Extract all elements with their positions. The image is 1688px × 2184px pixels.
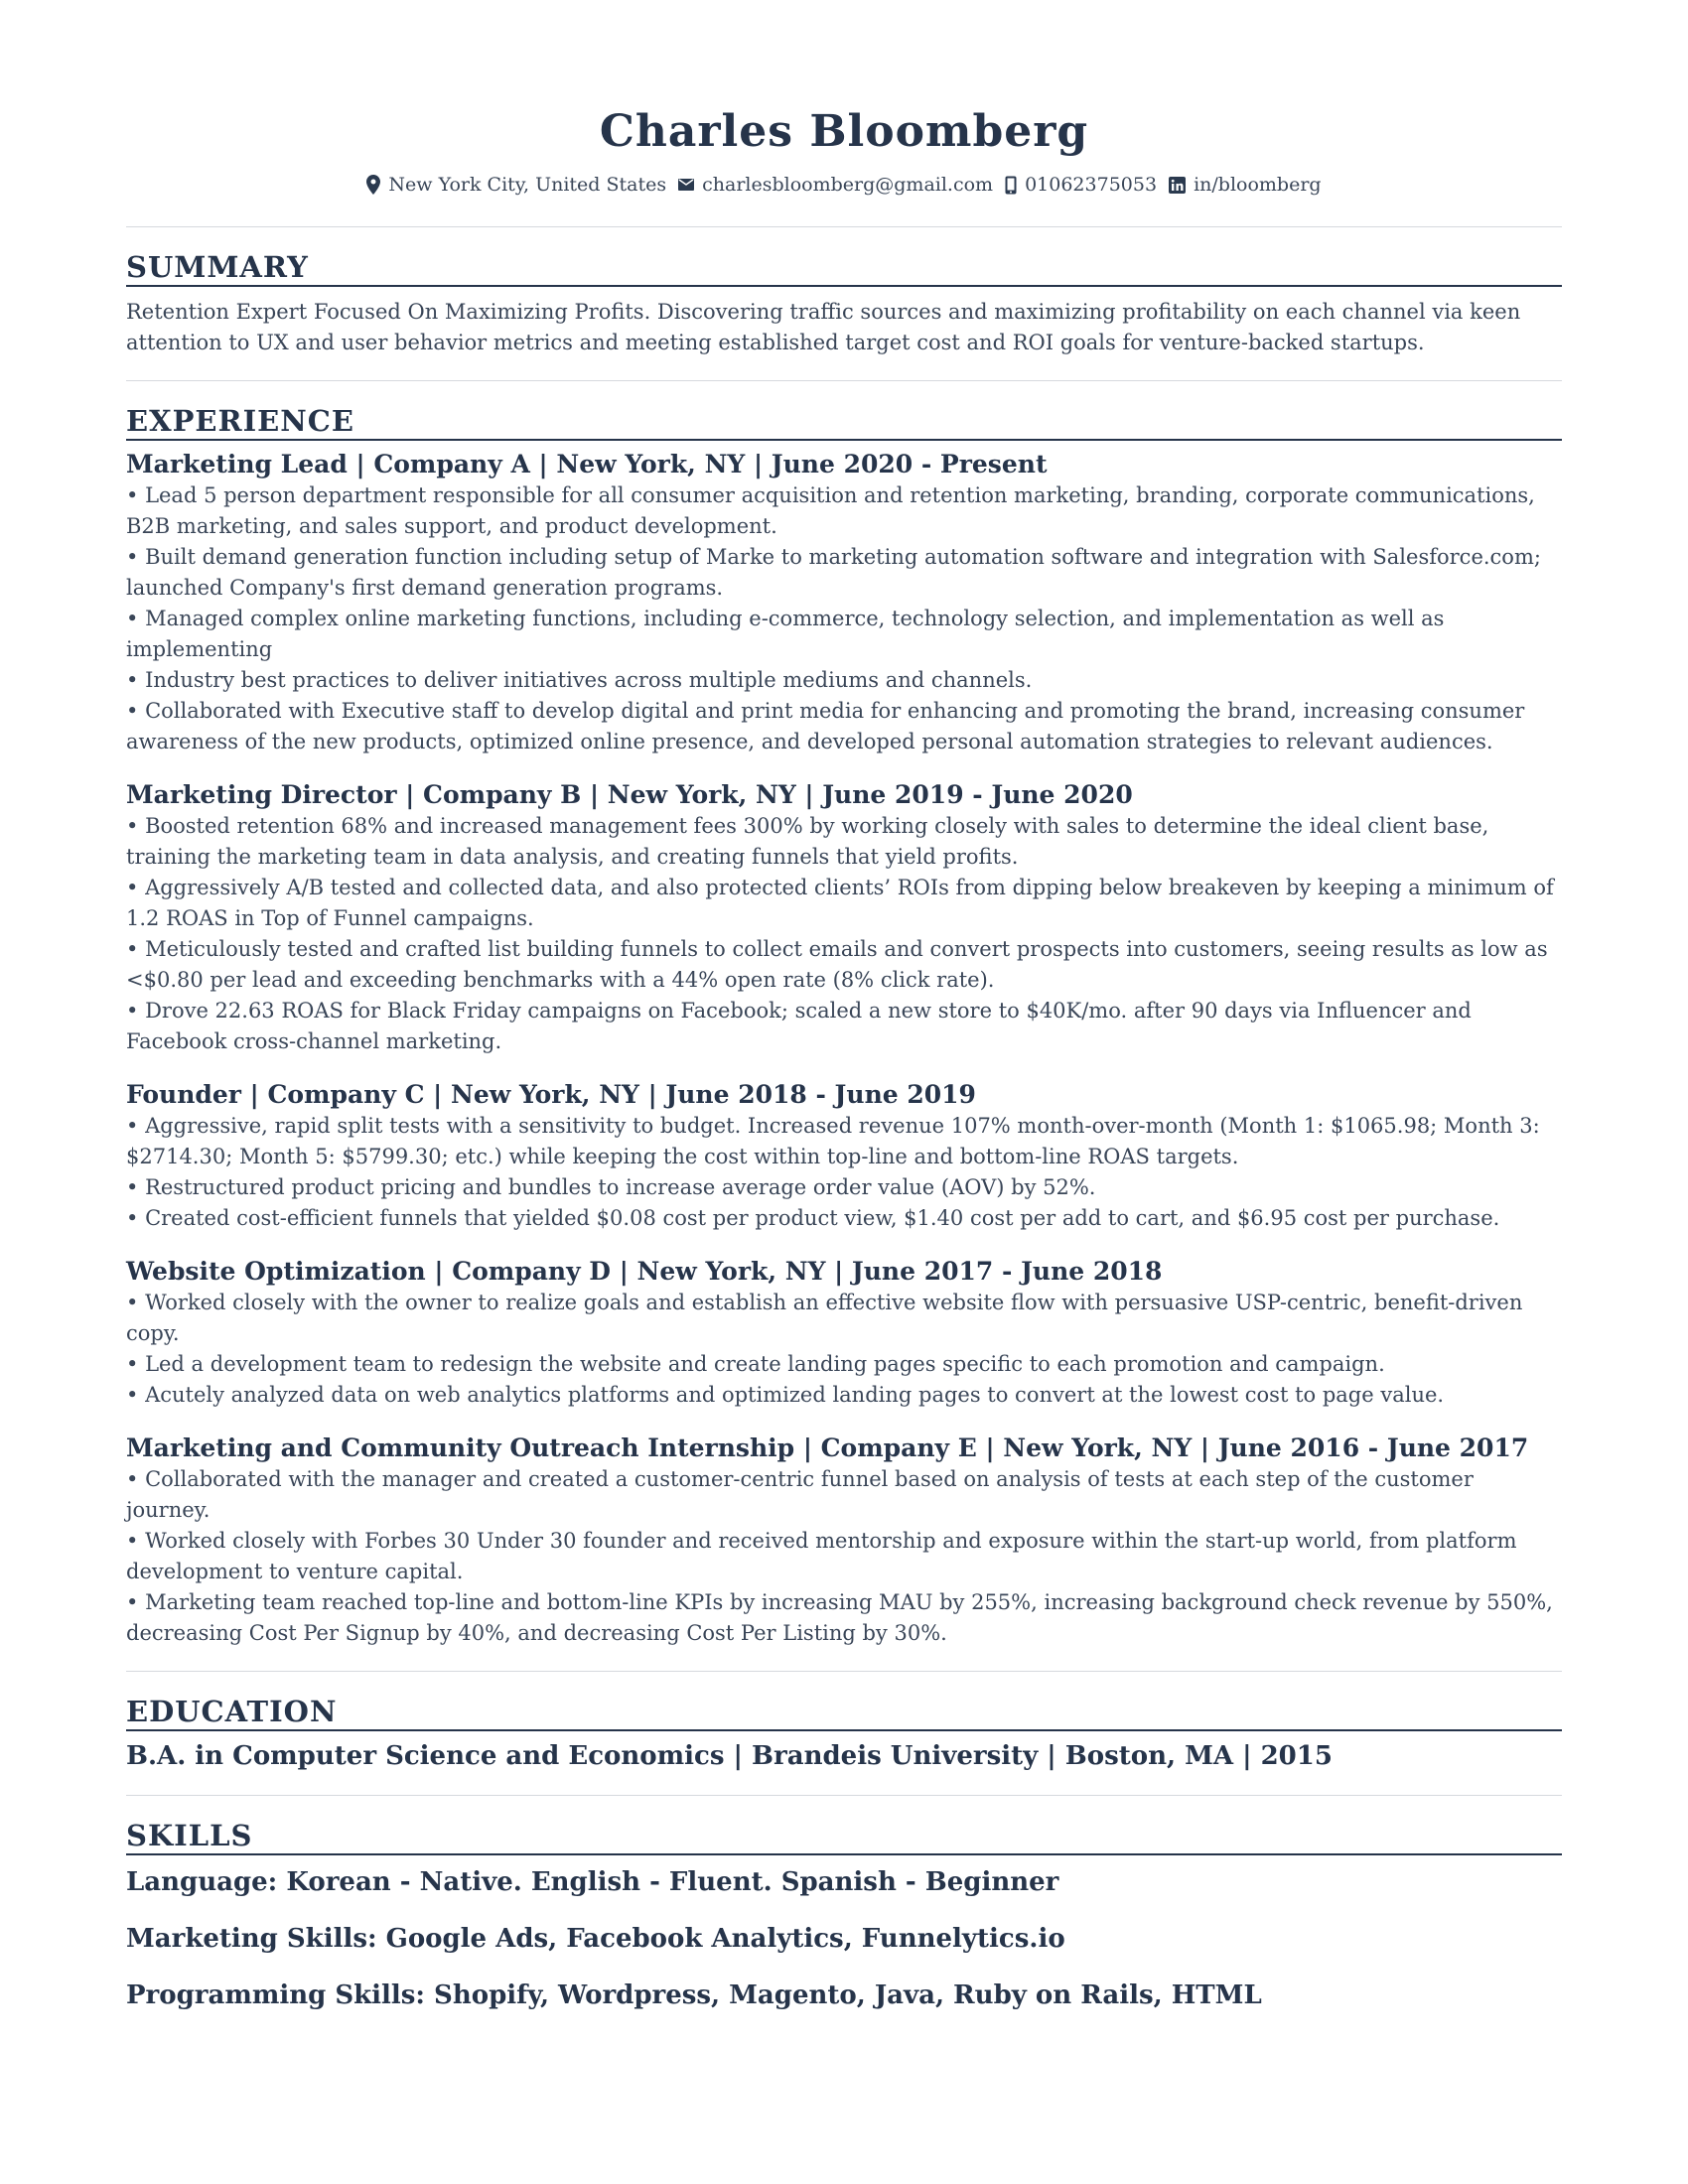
bullet-item: • Marketing team reached top-line and bottom-line KPIs by increasing MAU by 255%, increasing background check revenue by 550%, decreasing Cost Per Signup by 40%, and decreasing Cost Per Listing by 30%. <box>126 1587 1562 1649</box>
bullet-item: • Worked closely with Forbes 30 Under 30 founder and received mentorship and exposure within the start-up world, from platform development to venture capital. <box>126 1526 1562 1587</box>
phone-icon <box>1005 176 1017 195</box>
bullet-item: • Lead 5 person department responsible for all consumer acquisition and retention marketing, branding, corporate communications, B2B marketing, and sales support, and product development. <box>126 480 1562 542</box>
bullet-item: • Collaborated with the manager and created a customer-centric funnel based on analysis of tests at each step of the customer journey. <box>126 1464 1562 1526</box>
job-bullets <box>126 1111 1562 1234</box>
skill-line-marketing: Marketing Skills: Google Ads, Facebook Analytics, Funnelytics.io <box>126 1924 1065 1954</box>
linkedin-text[interactable]: in/bloomberg <box>1194 174 1322 196</box>
section-heading: EDUCATION <box>126 1694 1562 1731</box>
contact-bar <box>126 173 1562 197</box>
bullet-item: • Meticulously tested and crafted list building funnels to collect emails and convert prospects into customers, seeing results as low as <$0.80 per lead and exceeding benchmarks with a 44% open rate (8% click rate). <box>126 934 1562 996</box>
section-heading: EXPERIENCE <box>126 403 1562 441</box>
location-text: New York City, United States <box>388 174 667 196</box>
bullet-item: • Worked closely with the owner to realize goals and establish an effective website flow with persuasive USP-centric, benefit-driven copy. <box>126 1288 1562 1349</box>
bullet-item: • Aggressively A/B tested and collected data, and also protected clients’ ROIs from dipping below breakeven by keeping a minimum of 1.2 ROAS in Top of Funnel campaigns. <box>126 873 1562 934</box>
section-heading: SUMMARY <box>126 249 1562 287</box>
bullet-item: • Industry best practices to deliver initiatives across multiple mediums and channels. <box>126 665 1562 696</box>
job-bullets <box>126 480 1562 757</box>
bullet-item: • Led a development team to redesign the website and create landing pages specific to each promotion and campaign. <box>126 1349 1562 1380</box>
summary-section <box>126 249 1562 358</box>
contact-email[interactable] <box>678 173 993 197</box>
job-title: Marketing and Community Outreach Internship | Company E | New York, NY | June 2016 - June 2017 <box>126 1433 1529 1462</box>
skills-list <box>126 1865 1562 2012</box>
skill-line-programming: Programming Skills: Shopify, Wordpress, Magento, Java, Ruby on Rails, HTML <box>126 1980 1262 2010</box>
candidate-name: Charles Bloomberg <box>599 106 1089 157</box>
education-entry: B.A. in Computer Science and Economics | Brandeis University | Boston, MA | 2015 <box>126 1741 1333 1771</box>
bullet-item: • Collaborated with Executive staff to develop digital and print media for enhancing and promoting the brand, increasing consumer awareness of the new products, optimized online presence, and developed personal automation strategies to relevant audiences. <box>126 696 1562 757</box>
job-entry <box>126 1079 1562 1234</box>
bullet-item: • Created cost-efficient funnels that yielded $0.08 cost per product view, $1.40 cost per add to cart, and $6.95 cost per purchase. <box>126 1203 1562 1234</box>
bullet-item: • Built demand generation function including setup of Marke to marketing automation software and integration with Salesforce.com; launched Company's first demand generation programs. <box>126 542 1562 604</box>
divider <box>126 380 1562 381</box>
job-bullets <box>126 1464 1562 1649</box>
job-entry <box>126 1433 1562 1649</box>
job-bullets <box>126 811 1562 1057</box>
contact-location <box>366 173 666 197</box>
job-entry <box>126 1256 1562 1411</box>
job-entry <box>126 449 1562 757</box>
job-bullets <box>126 1288 1562 1411</box>
contact-linkedin[interactable] <box>1169 173 1322 197</box>
bullet-item: • Managed complex online marketing functions, including e-commerce, technology selection, and implementation as well as implementing <box>126 604 1562 665</box>
job-title: Marketing Director | Company B | New York, NY | June 2019 - June 2020 <box>126 780 1133 809</box>
location-pin-icon <box>366 175 380 195</box>
experience-section <box>126 403 1562 1649</box>
summary-text: Retention Expert Focused On Maximizing Profits. Discovering traffic sources and maximizing profitability on each channel via keen attention to UX and user behavior metrics and meeting established target cost and ROI goals for venture-backed startups. <box>126 300 1521 354</box>
job-title: Website Optimization | Company D | New York, NY | June 2017 - June 2018 <box>126 1257 1163 1286</box>
job-title: Founder | Company C | New York, NY | June 2018 - June 2019 <box>126 1080 976 1109</box>
envelope-icon <box>678 179 694 191</box>
linkedin-icon <box>1169 177 1186 194</box>
phone-text[interactable]: 01062375053 <box>1025 174 1158 196</box>
education-section <box>126 1694 1562 1773</box>
bullet-item: • Drove 22.63 ROAS for Black Friday campaigns on Facebook; scaled a new store to $40K/mo. after 90 days via Influencer and Facebook cross-channel marketing. <box>126 996 1562 1057</box>
divider <box>126 1795 1562 1796</box>
contact-phone[interactable] <box>1005 173 1157 197</box>
skill-line-language: Language: Korean - Native. English - Fluent. Spanish - Beginner <box>126 1867 1059 1897</box>
section-heading: SKILLS <box>126 1818 1562 1855</box>
job-title: Marketing Lead | Company A | New York, NY | June 2020 - Present <box>126 450 1048 478</box>
email-text[interactable]: charlesbloomberg@gmail.com <box>702 174 994 196</box>
job-entry <box>126 779 1562 1057</box>
bullet-item: • Aggressive, rapid split tests with a sensitivity to budget. Increased revenue 107% month-over-month (Month 1: $1065.98; Month 3: $2714.30; Month 5: $5799.30; etc.) while keeping the cost within top-line and bottom-line ROAS targets. <box>126 1111 1562 1172</box>
bullet-item: • Boosted retention 68% and increased management fees 300% by working closely with sales to determine the ideal client base, training the marketing team in data analysis, and creating funnels that yield profits. <box>126 811 1562 873</box>
bullet-item: • Acutely analyzed data on web analytics platforms and optimized landing pages to convert at the lowest cost to page value. <box>126 1380 1562 1411</box>
bullet-item: • Restructured product pricing and bundles to increase average order value (AOV) by 52%. <box>126 1172 1562 1203</box>
divider <box>126 1671 1562 1672</box>
skills-section <box>126 1818 1562 2012</box>
divider <box>126 226 1562 227</box>
